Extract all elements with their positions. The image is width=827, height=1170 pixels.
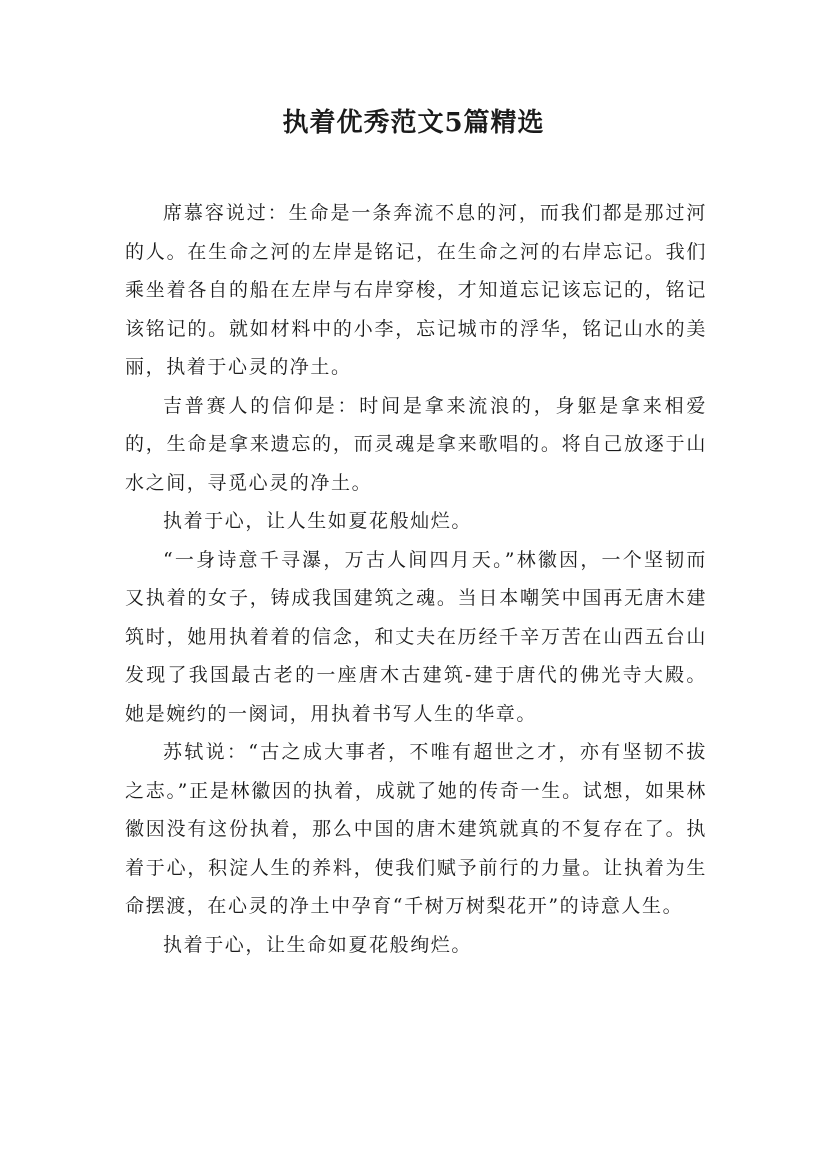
paragraph: 席慕容说过：生命是一条奔流不息的河，而我们都是那过河的人。在生命之河的左岸是铭记，在生命之河的右岸忘记。我们乘坐着各自的船在左岸与右岸穿梭，才知道忘记该忘记的，铭记该铭记的。就如材料中的小李，忘记城市的浮华，铭记山水的美丽，执着于心灵的净土。 bbox=[125, 202, 707, 378]
document-title: 执着优秀范文5篇精选 bbox=[282, 108, 545, 138]
paragraph: 执着于心，让生命如夏花般绚烂。 bbox=[163, 933, 473, 956]
document-body bbox=[125, 194, 707, 964]
paragraph: 吉普赛人的信仰是：时间是拿来流浪的，身躯是拿来相爱的，生命是拿来遗忘的，而灵魂是拿来歌唱的。将自己放逐于山水之间，寻觅心灵的净土。 bbox=[125, 394, 707, 494]
paragraph: “一身诗意千寻瀑，万古人间四月天。”林徽因，一个坚韧而又执着的女子，铸成我国建筑之魂。当日本嘲笑中国再无唐木建筑时，她用执着着的信念，和丈夫在历经千辛万苦在山西五台山发现了我国最古老的一座唐木古建筑-建于唐代的佛光寺大殿。她是婉约的一阕词，用执着书写人生的华章。 bbox=[125, 548, 707, 725]
paragraph: 苏轼说：“古之成大事者，不唯有超世之才，亦有坚韧不拔之志。”正是林徽因的执着，成就了她的传奇一生。试想，如果林徽因没有这份执着，那么中国的唐木建筑就真的不复存在了。执着于心，积淀人生的养料，使我们赋予前行的力量。让执着为生命摆渡，在心灵的净土中孕育“千树万树梨花开”的诗意人生。 bbox=[125, 741, 707, 917]
paragraph: 执着于心，让人生如夏花般灿烂。 bbox=[163, 510, 473, 532]
